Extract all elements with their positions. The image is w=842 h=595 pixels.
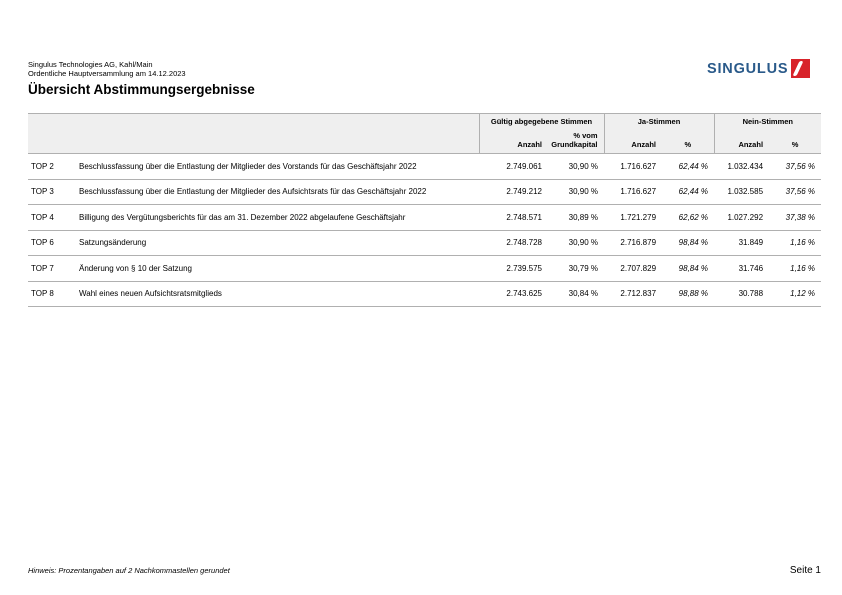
cell-top: TOP 6 [28,230,79,256]
cell-valid-count: 2.743.625 [479,281,548,307]
cell-no-count: 31.849 [714,230,769,256]
header-valid-pct-line2: Grundkapital [551,140,598,149]
cell-yes-count: 2.716.879 [604,230,662,256]
cell-top: TOP 2 [28,154,79,180]
cell-yes-count: 2.712.837 [604,281,662,307]
cell-valid-pct: 30,90 % [548,230,604,256]
cell-no-pct: 1,16 % [769,230,821,256]
header-valid-pct [548,128,604,154]
header-row-groups [28,114,821,129]
singulus-logo [707,59,822,78]
cell-description: Wahl eines neuen Aufsichtsratsmitglieds [79,281,479,307]
table-row [28,230,821,256]
cell-no-count: 30.788 [714,281,769,307]
logo-mark-icon [791,59,810,78]
cell-description: Billigung des Vergütungsberichts für das am 31. Dezember 2022 abgelaufene Geschäftsjahr [79,205,479,231]
cell-valid-pct: 30,90 % [548,154,604,180]
cell-valid-pct: 30,84 % [548,281,604,307]
cell-no-count: 1.032.434 [714,154,769,180]
table-row [28,179,821,205]
cell-no-pct: 1,16 % [769,256,821,282]
cell-top: TOP 4 [28,205,79,231]
cell-valid-count: 2.748.728 [479,230,548,256]
cell-top: TOP 8 [28,281,79,307]
header-group-yes: Ja-Stimmen [604,114,714,129]
table-row [28,256,821,282]
cell-no-count: 1.032.585 [714,179,769,205]
cell-no-pct: 1,12 % [769,281,821,307]
cell-description: Beschlussfassung über die Entlastung der Mitglieder des Aufsichtsrats für das Geschäftsjahr 2022 [79,179,479,205]
header-group-valid: Gültig abgegebene Stimmen [479,114,604,129]
header-no-pct: % [769,128,821,154]
meeting-info: Ordentliche Hauptversammlung am 14.12.2023 [28,69,186,78]
cell-valid-pct: 30,90 % [548,179,604,205]
table-row [28,205,821,231]
cell-yes-pct: 98,88 % [662,281,714,307]
cell-valid-count: 2.749.061 [479,154,548,180]
logo-text: SINGULUS [707,60,789,77]
cell-yes-pct: 98,84 % [662,230,714,256]
cell-valid-pct: 30,89 % [548,205,604,231]
table-row [28,281,821,307]
header-no-count: Anzahl [714,128,769,154]
cell-description: Beschlussfassung über die Entlastung der Mitglieder des Vorstands für das Geschäftsjahr 2022 [79,154,479,180]
page-number: Seite 1 [789,565,821,576]
cell-valid-count: 2.748.571 [479,205,548,231]
cell-top: TOP 3 [28,179,79,205]
cell-yes-pct: 62,44 % [662,154,714,180]
cell-description: Änderung von § 10 der Satzung [79,256,479,282]
cell-valid-count: 2.739.575 [479,256,548,282]
cell-yes-count: 1.716.627 [604,154,662,180]
voting-results-table [28,113,821,307]
table-row [28,154,821,180]
page-title: Übersicht Abstimmungsergebnisse [28,82,255,97]
cell-yes-pct: 98,84 % [662,256,714,282]
cell-no-pct: 37,56 % [769,179,821,205]
cell-yes-count: 2.707.829 [604,256,662,282]
header-blank-2 [28,128,479,154]
cell-yes-count: 1.716.627 [604,179,662,205]
cell-description: Satzungsänderung [79,230,479,256]
company-name: Singulus Technologies AG, Kahl/Main [28,60,153,69]
cell-yes-pct: 62,62 % [662,205,714,231]
cell-yes-count: 1.721.279 [604,205,662,231]
footnote: Hinweis: Prozentangaben auf 2 Nachkommastellen gerundet [28,566,230,575]
cell-valid-count: 2.749.212 [479,179,548,205]
header-row-columns [28,128,821,154]
header-yes-pct: % [662,128,714,154]
header-group-no: Nein-Stimmen [714,114,821,129]
cell-no-pct: 37,38 % [769,205,821,231]
header-valid-count: Anzahl [479,128,548,154]
header-blank [28,114,479,129]
cell-yes-pct: 62,44 % [662,179,714,205]
cell-top: TOP 7 [28,256,79,282]
header-valid-pct-line1: % vom [573,131,598,140]
cell-no-count: 31.746 [714,256,769,282]
cell-no-pct: 37,56 % [769,154,821,180]
cell-valid-pct: 30,79 % [548,256,604,282]
cell-no-count: 1.027.292 [714,205,769,231]
header-yes-count: Anzahl [604,128,662,154]
